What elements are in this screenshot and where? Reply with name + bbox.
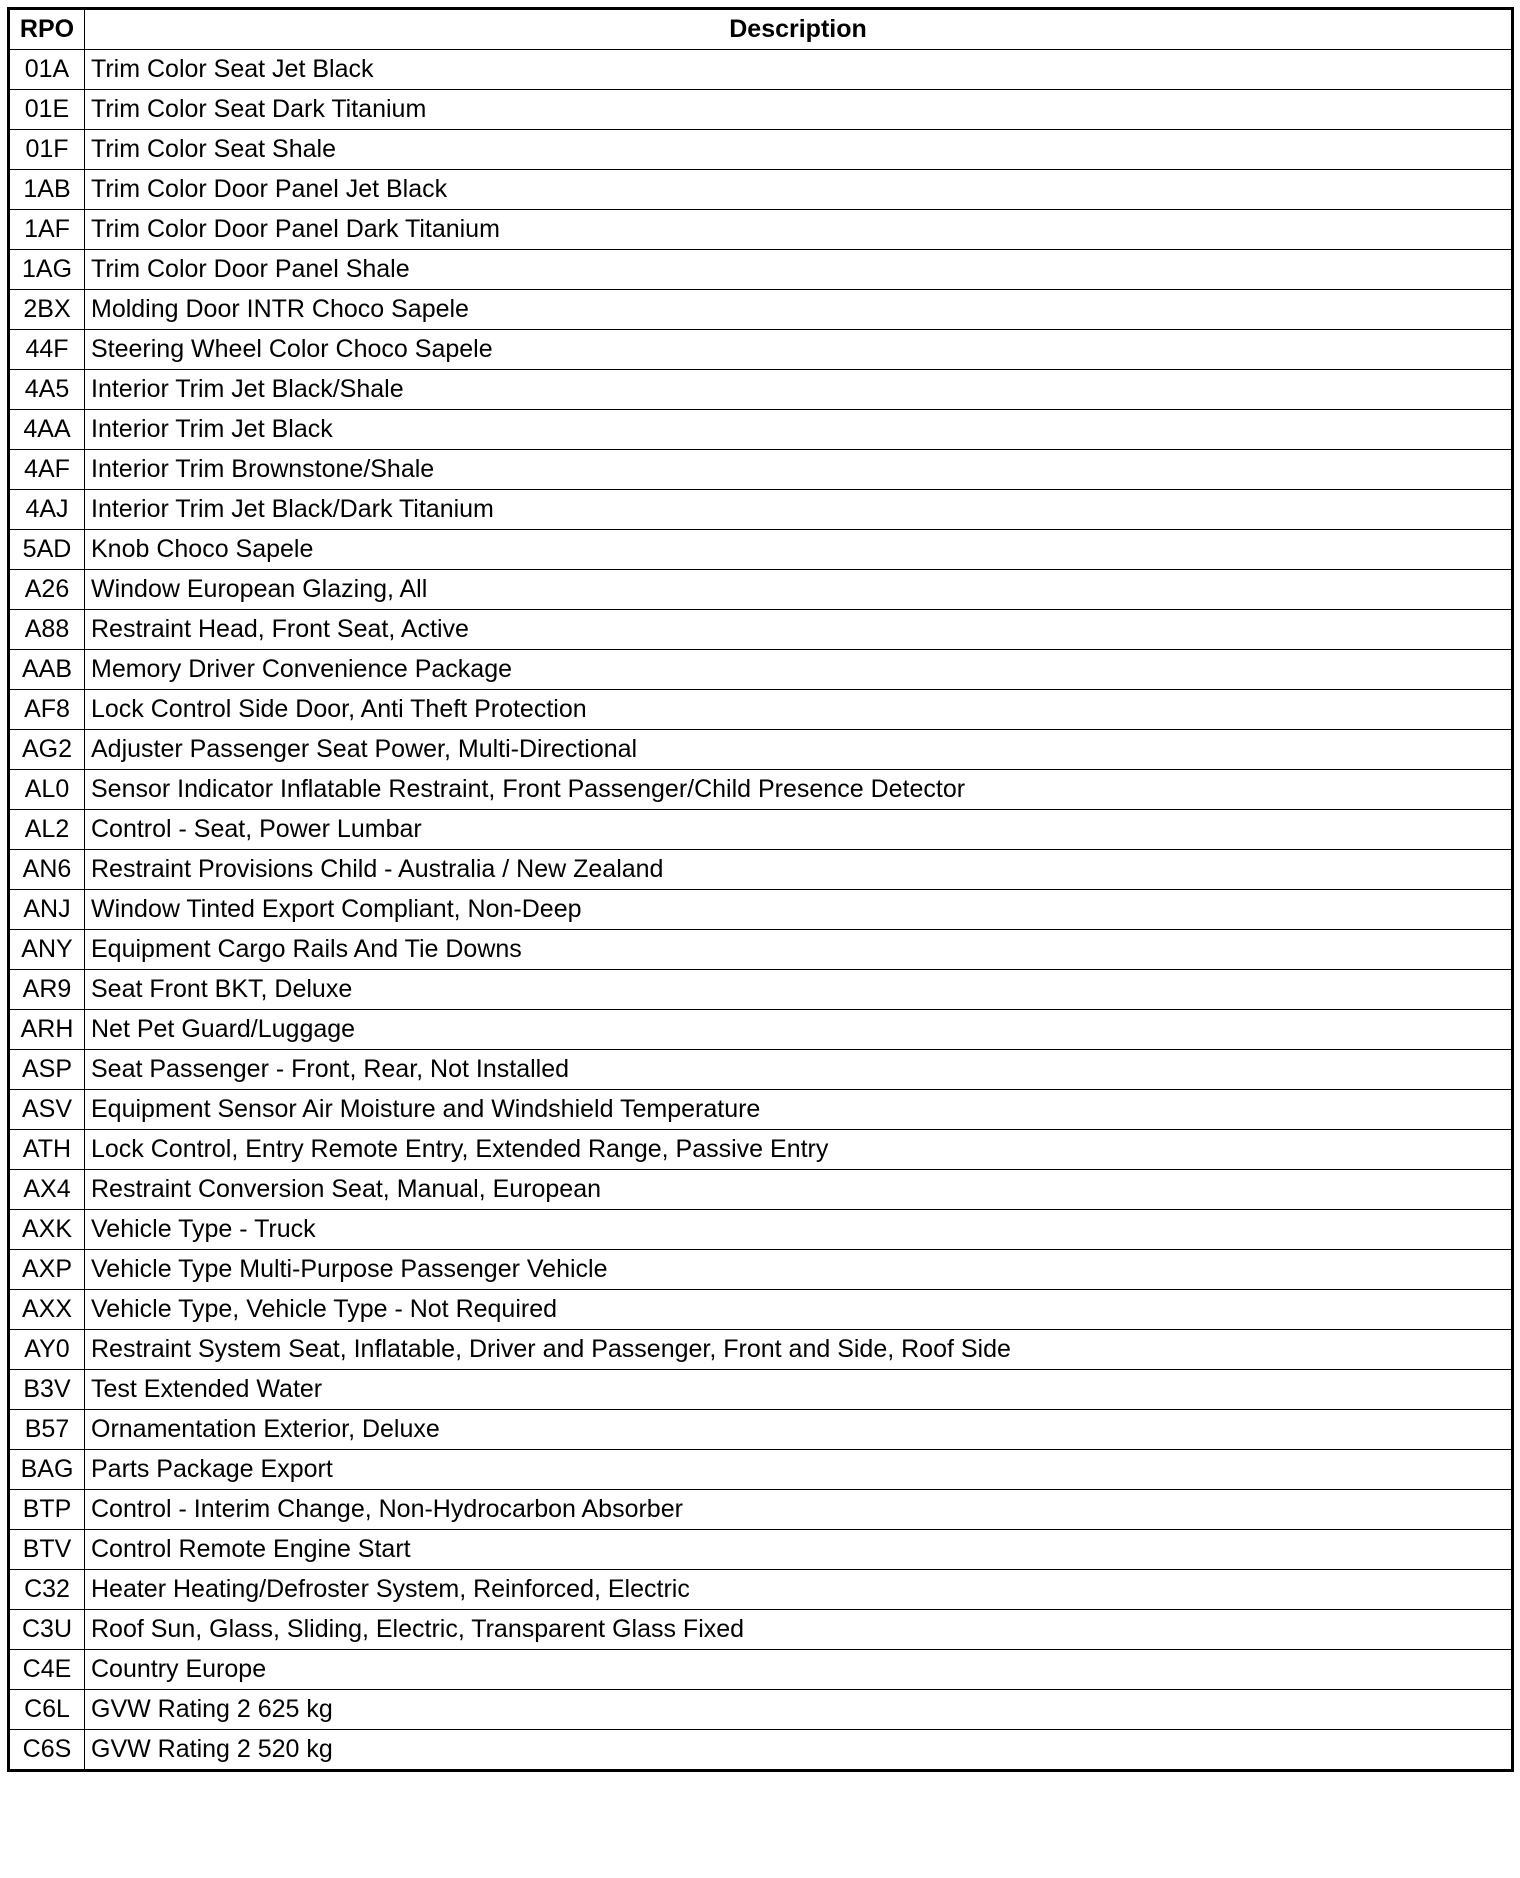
table-row — [9, 730, 1513, 770]
description-cell: Adjuster Passenger Seat Power, Multi-Directional — [85, 730, 1513, 770]
description-cell: Country Europe — [85, 1650, 1513, 1690]
description-cell: Interior Trim Jet Black — [85, 410, 1513, 450]
description-cell: Interior Trim Jet Black/Shale — [85, 370, 1513, 410]
rpo-code-cell: 44F — [9, 330, 85, 370]
rpo-code-cell: 01F — [9, 130, 85, 170]
rpo-code-cell: AL0 — [9, 770, 85, 810]
rpo-table — [7, 7, 1514, 1772]
rpo-code-cell: 4AF — [9, 450, 85, 490]
description-cell: Trim Color Door Panel Jet Black — [85, 170, 1513, 210]
table-row — [9, 370, 1513, 410]
table-row — [9, 1130, 1513, 1170]
description-cell: Knob Choco Sapele — [85, 530, 1513, 570]
description-cell: Vehicle Type Multi-Purpose Passenger Vehicle — [85, 1250, 1513, 1290]
rpo-document — [7, 7, 1511, 1772]
description-cell: Lock Control Side Door, Anti Theft Protection — [85, 690, 1513, 730]
description-cell: GVW Rating 2 625 kg — [85, 1690, 1513, 1730]
table-row — [9, 570, 1513, 610]
description-cell: Restraint System Seat, Inflatable, Driver and Passenger, Front and Side, Roof Side — [85, 1330, 1513, 1370]
rpo-code-cell: 4A5 — [9, 370, 85, 410]
rpo-code-cell: A26 — [9, 570, 85, 610]
description-cell: Ornamentation Exterior, Deluxe — [85, 1410, 1513, 1450]
description-cell: Vehicle Type - Truck — [85, 1210, 1513, 1250]
table-row — [9, 650, 1513, 690]
description-cell: Equipment Cargo Rails And Tie Downs — [85, 930, 1513, 970]
description-cell: Sensor Indicator Inflatable Restraint, Front Passenger/Child Presence Detector — [85, 770, 1513, 810]
rpo-code-cell: ARH — [9, 1010, 85, 1050]
description-cell: GVW Rating 2 520 kg — [85, 1730, 1513, 1771]
table-row — [9, 170, 1513, 210]
rpo-code-cell: AY0 — [9, 1330, 85, 1370]
rpo-code-cell: C6S — [9, 1730, 85, 1771]
table-row — [9, 210, 1513, 250]
description-cell: Restraint Conversion Seat, Manual, European — [85, 1170, 1513, 1210]
rpo-code-cell: ASV — [9, 1090, 85, 1130]
table-header — [9, 9, 1513, 50]
rpo-code-cell: B57 — [9, 1410, 85, 1450]
table-row — [9, 1330, 1513, 1370]
table-row — [9, 850, 1513, 890]
table-row — [9, 690, 1513, 730]
description-cell: Parts Package Export — [85, 1450, 1513, 1490]
description-cell: Restraint Provisions Child - Australia / New Zealand — [85, 850, 1513, 890]
description-cell: Trim Color Door Panel Shale — [85, 250, 1513, 290]
table-row — [9, 250, 1513, 290]
description-cell: Equipment Sensor Air Moisture and Windshield Temperature — [85, 1090, 1513, 1130]
description-cell: Window Tinted Export Compliant, Non-Deep — [85, 890, 1513, 930]
rpo-code-cell: 5AD — [9, 530, 85, 570]
rpo-code-cell: 2BX — [9, 290, 85, 330]
rpo-code-cell: AXK — [9, 1210, 85, 1250]
rpo-code-cell: AX4 — [9, 1170, 85, 1210]
table-row — [9, 1290, 1513, 1330]
rpo-code-cell: AL2 — [9, 810, 85, 850]
rpo-code-cell: BAG — [9, 1450, 85, 1490]
table-row — [9, 810, 1513, 850]
table-row — [9, 1610, 1513, 1650]
header-row — [9, 9, 1513, 50]
table-row — [9, 1570, 1513, 1610]
rpo-code-cell: C4E — [9, 1650, 85, 1690]
table-row — [9, 490, 1513, 530]
rpo-code-cell: 1AG — [9, 250, 85, 290]
rpo-code-cell: AR9 — [9, 970, 85, 1010]
rpo-code-cell: AXP — [9, 1250, 85, 1290]
rpo-code-cell: B3V — [9, 1370, 85, 1410]
table-row — [9, 1730, 1513, 1771]
table-row — [9, 1450, 1513, 1490]
table-row — [9, 410, 1513, 450]
table-row — [9, 1090, 1513, 1130]
description-cell: Trim Color Seat Shale — [85, 130, 1513, 170]
rpo-code-cell: ASP — [9, 1050, 85, 1090]
table-body — [9, 50, 1513, 1771]
rpo-code-cell: AAB — [9, 650, 85, 690]
rpo-code-cell: BTV — [9, 1530, 85, 1570]
description-cell: Trim Color Door Panel Dark Titanium — [85, 210, 1513, 250]
description-cell: Window European Glazing, All — [85, 570, 1513, 610]
description-cell: Interior Trim Brownstone/Shale — [85, 450, 1513, 490]
table-row — [9, 610, 1513, 650]
table-row — [9, 90, 1513, 130]
description-cell: Trim Color Seat Dark Titanium — [85, 90, 1513, 130]
table-row — [9, 770, 1513, 810]
table-row — [9, 1010, 1513, 1050]
description-cell: Net Pet Guard/Luggage — [85, 1010, 1513, 1050]
table-row — [9, 1530, 1513, 1570]
rpo-code-cell: AF8 — [9, 690, 85, 730]
rpo-code-cell: 1AF — [9, 210, 85, 250]
table-row — [9, 1650, 1513, 1690]
rpo-code-cell: C32 — [9, 1570, 85, 1610]
table-row — [9, 1370, 1513, 1410]
description-cell: Control - Seat, Power Lumbar — [85, 810, 1513, 850]
description-cell: Vehicle Type, Vehicle Type - Not Required — [85, 1290, 1513, 1330]
column-header-rpo: RPO — [9, 9, 85, 50]
description-cell: Heater Heating/Defroster System, Reinforced, Electric — [85, 1570, 1513, 1610]
rpo-code-cell: 4AJ — [9, 490, 85, 530]
table-row — [9, 970, 1513, 1010]
rpo-code-cell: BTP — [9, 1490, 85, 1530]
table-row — [9, 50, 1513, 90]
table-row — [9, 1050, 1513, 1090]
description-cell: Steering Wheel Color Choco Sapele — [85, 330, 1513, 370]
rpo-code-cell: A88 — [9, 610, 85, 650]
rpo-code-cell: AG2 — [9, 730, 85, 770]
rpo-code-cell: 01E — [9, 90, 85, 130]
rpo-code-cell: 01A — [9, 50, 85, 90]
table-row — [9, 130, 1513, 170]
description-cell: Control Remote Engine Start — [85, 1530, 1513, 1570]
column-header-description: Description — [85, 9, 1513, 50]
table-row — [9, 530, 1513, 570]
rpo-code-cell: ATH — [9, 1130, 85, 1170]
table-row — [9, 1250, 1513, 1290]
description-cell: Memory Driver Convenience Package — [85, 650, 1513, 690]
table-row — [9, 450, 1513, 490]
table-row — [9, 330, 1513, 370]
description-cell: Interior Trim Jet Black/Dark Titanium — [85, 490, 1513, 530]
rpo-code-cell: AXX — [9, 1290, 85, 1330]
rpo-code-cell: 4AA — [9, 410, 85, 450]
description-cell: Seat Front BKT, Deluxe — [85, 970, 1513, 1010]
description-cell: Test Extended Water — [85, 1370, 1513, 1410]
rpo-code-cell: C3U — [9, 1610, 85, 1650]
description-cell: Lock Control, Entry Remote Entry, Extended Range, Passive Entry — [85, 1130, 1513, 1170]
table-row — [9, 890, 1513, 930]
table-row — [9, 1490, 1513, 1530]
table-row — [9, 1170, 1513, 1210]
table-row — [9, 1410, 1513, 1450]
description-cell: Trim Color Seat Jet Black — [85, 50, 1513, 90]
table-row — [9, 1690, 1513, 1730]
table-row — [9, 290, 1513, 330]
rpo-code-cell: ANY — [9, 930, 85, 970]
rpo-code-cell: C6L — [9, 1690, 85, 1730]
rpo-code-cell: AN6 — [9, 850, 85, 890]
table-row — [9, 1210, 1513, 1250]
rpo-code-cell: 1AB — [9, 170, 85, 210]
description-cell: Control - Interim Change, Non-Hydrocarbon Absorber — [85, 1490, 1513, 1530]
description-cell: Roof Sun, Glass, Sliding, Electric, Transparent Glass Fixed — [85, 1610, 1513, 1650]
rpo-code-cell: ANJ — [9, 890, 85, 930]
table-row — [9, 930, 1513, 970]
description-cell: Restraint Head, Front Seat, Active — [85, 610, 1513, 650]
description-cell: Seat Passenger - Front, Rear, Not Installed — [85, 1050, 1513, 1090]
description-cell: Molding Door INTR Choco Sapele — [85, 290, 1513, 330]
